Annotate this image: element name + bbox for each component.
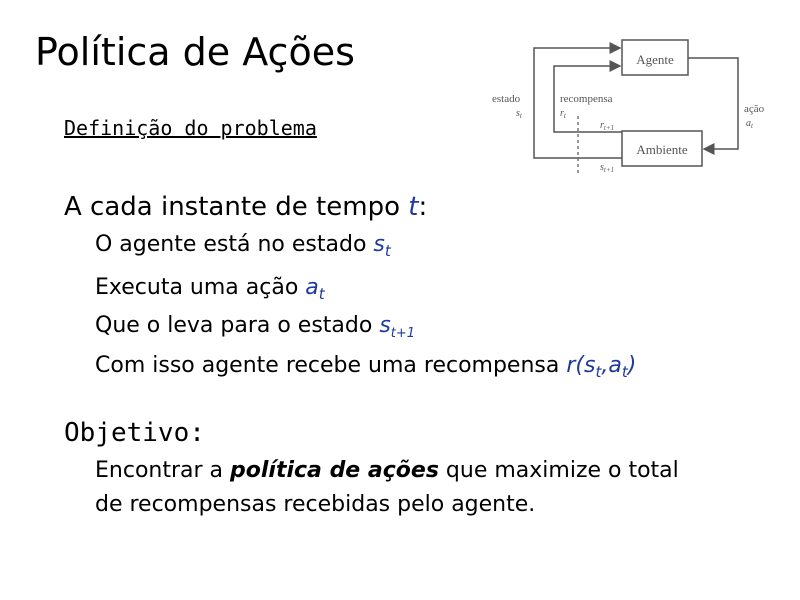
agent-label: Agente xyxy=(636,52,674,67)
next-reward-symbol: $r_{t+1}$ xyxy=(600,120,615,132)
action-symbol: $a_t$ xyxy=(746,118,753,130)
goal-line-2: de recompensas recebidas pelo agente. xyxy=(95,492,536,517)
instant-heading: A cada instante de tempo t: xyxy=(64,192,428,222)
goal-line-1: Encontrar a política de ações que maximize o total xyxy=(95,458,679,483)
policy-emphasis: política de ações xyxy=(230,458,439,483)
page-title: Política de Ações xyxy=(35,30,355,74)
step-state: O agente está no estado $s_t$ xyxy=(95,232,391,260)
objective-heading: Objetivo: xyxy=(64,418,205,448)
action-label: ação xyxy=(744,103,765,115)
environment-label: Ambiente xyxy=(636,142,688,157)
step-reward: Com isso agente recebe uma recompensa $r(s_t,a_t)$ xyxy=(95,353,637,381)
action-arrow xyxy=(688,58,738,149)
state-label: estado xyxy=(492,93,521,105)
reward-label: recompensa xyxy=(560,93,613,105)
step-action: Executa uma ação $a_t$ xyxy=(95,275,325,303)
step-next-state: Que o leva para o estado $s_{t+1}$ xyxy=(95,313,416,341)
subtitle: Definição do problema xyxy=(64,116,317,140)
state-symbol: $s_t$ xyxy=(516,108,522,120)
reward-symbol: $r_t$ xyxy=(560,108,566,120)
agent-environment-diagram xyxy=(488,36,778,178)
time-variable: t xyxy=(408,192,419,222)
next-state-symbol: $s_{t+1}$ xyxy=(600,162,615,174)
